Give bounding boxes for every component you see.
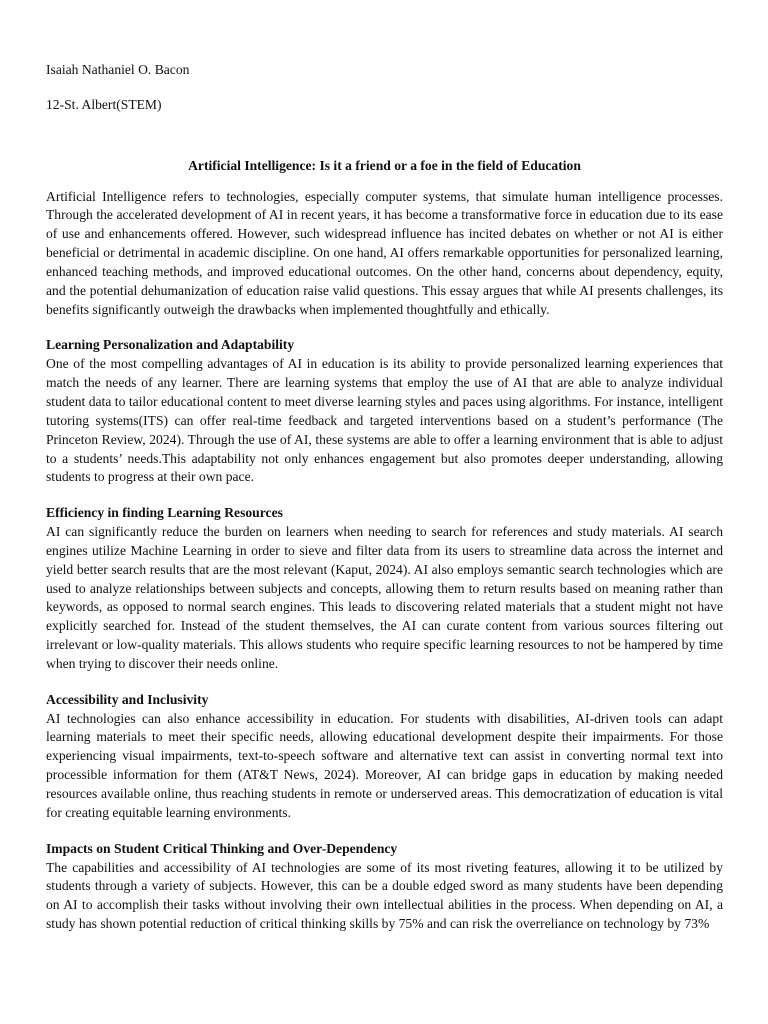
essay-title: Artificial Intelligence: Is it a friend or a foe in the field of Education — [188, 157, 581, 173]
document-body — [46, 61, 723, 934]
section-heading: Learning Personalization and Adaptability — [46, 337, 295, 353]
section-heading: Accessibility and Inclusivity — [46, 691, 209, 707]
section-heading: Efficiency in finding Learning Resources — [46, 505, 283, 521]
class-section: 12-St. Albert(STEM) — [46, 96, 162, 112]
section-efficiency — [46, 504, 723, 674]
section-personalization — [46, 336, 723, 487]
section-paragraph: One of the most compelling advantages of AI in education is its ability to provide personalized learning experiences that match the needs of any learner. There are learning systems that employ the use of AI that are able to analyze individual student data to tailor educational content to meet diverse learning styles and paces using algorithms. For instance, intelligent tutoring systems(ITS) can offer real-time feedback and targeted interventions based on a student’s performance (The Princeton Review, 2024). Through the use of AI, these systems are able to offer a learning environment that is able to adjust to a students’ needs.This adaptability not only enhances engagement but also promotes deeper understanding, allowing students to progress at their own pace. — [46, 356, 723, 485]
section-paragraph: AI technologies can also enhance accessibility in education. For students with disabilities, AI-driven tools can adapt learning materials to meet their specific needs, allowing educational development despite their impairments. For those experiencing visual impairments, text-to-speech software and alternative text can assist in converting normal text into processible information for them (AT&T News, 2024). Moreover, AI can bridge gaps in education by making needed resources available online, thus reaching students in remote or underserved areas. This democratization of education is vital for creating equitable learning environments. — [46, 710, 723, 820]
section-paragraph: AI can significantly reduce the burden on learners when needing to search for references and study materials. AI search engines utilize Machine Learning in order to sieve and filter data from its users to streamline data across the internet and yield better search results that are the most relevant (Kaput, 2024). AI also employs semantic search technologies which are used to analyze relationships between subjects and concepts, allowing them to return results based on meaning rather than keywords, as opposed to normal search engines. This leads to discovering related materials that a student might not have explicitly searched for. Instead of the student themselves, the AI can curate content from various sources filtering out irrelevant or low-quality materials. This allows students who require specific learning resources to not be hampered by time when trying to discover their needs online. — [46, 524, 723, 671]
author-name: Isaiah Nathaniel O. Bacon — [46, 62, 190, 77]
section-critical-thinking — [46, 840, 723, 934]
section-paragraph: The capabilities and accessibility of AI technologies are some of its most riveting features, allowing it to be utilized by students through a variety of subjects. However, this can be a double edged sword as many students have been depending on AI to accomplish their tasks without involving their own intellectual abilities in the process. When depending on AI, a study has shown potential reduction of critical thinking skills by 75% and can risk the overreliance on technology by 73% — [46, 859, 723, 932]
section-heading: Impacts on Student Critical Thinking and Over-Dependency — [46, 840, 398, 856]
intro-paragraph: Artificial Intelligence refers to technologies, especially computer systems, that simulate human intelligence processes. Through the accelerated development of AI in recent years, it has become a transformative force in education due to its ease of use and enhancements offered. However, such widespread influence has incited debates on whether or not AI is either beneficial or detrimental in academic discipline. On one hand, AI offers remarkable opportunities for personalized learning, enhanced teaching methods, and improved educational outcomes. On the other hand, concerns about dependency, equity, and the potential dehumanization of education raise valid questions. This essay argues that while AI presents challenges, its benefits significantly outweigh the drawbacks when implemented thoughtfully and ethically. — [46, 188, 723, 317]
section-accessibility — [46, 691, 723, 823]
